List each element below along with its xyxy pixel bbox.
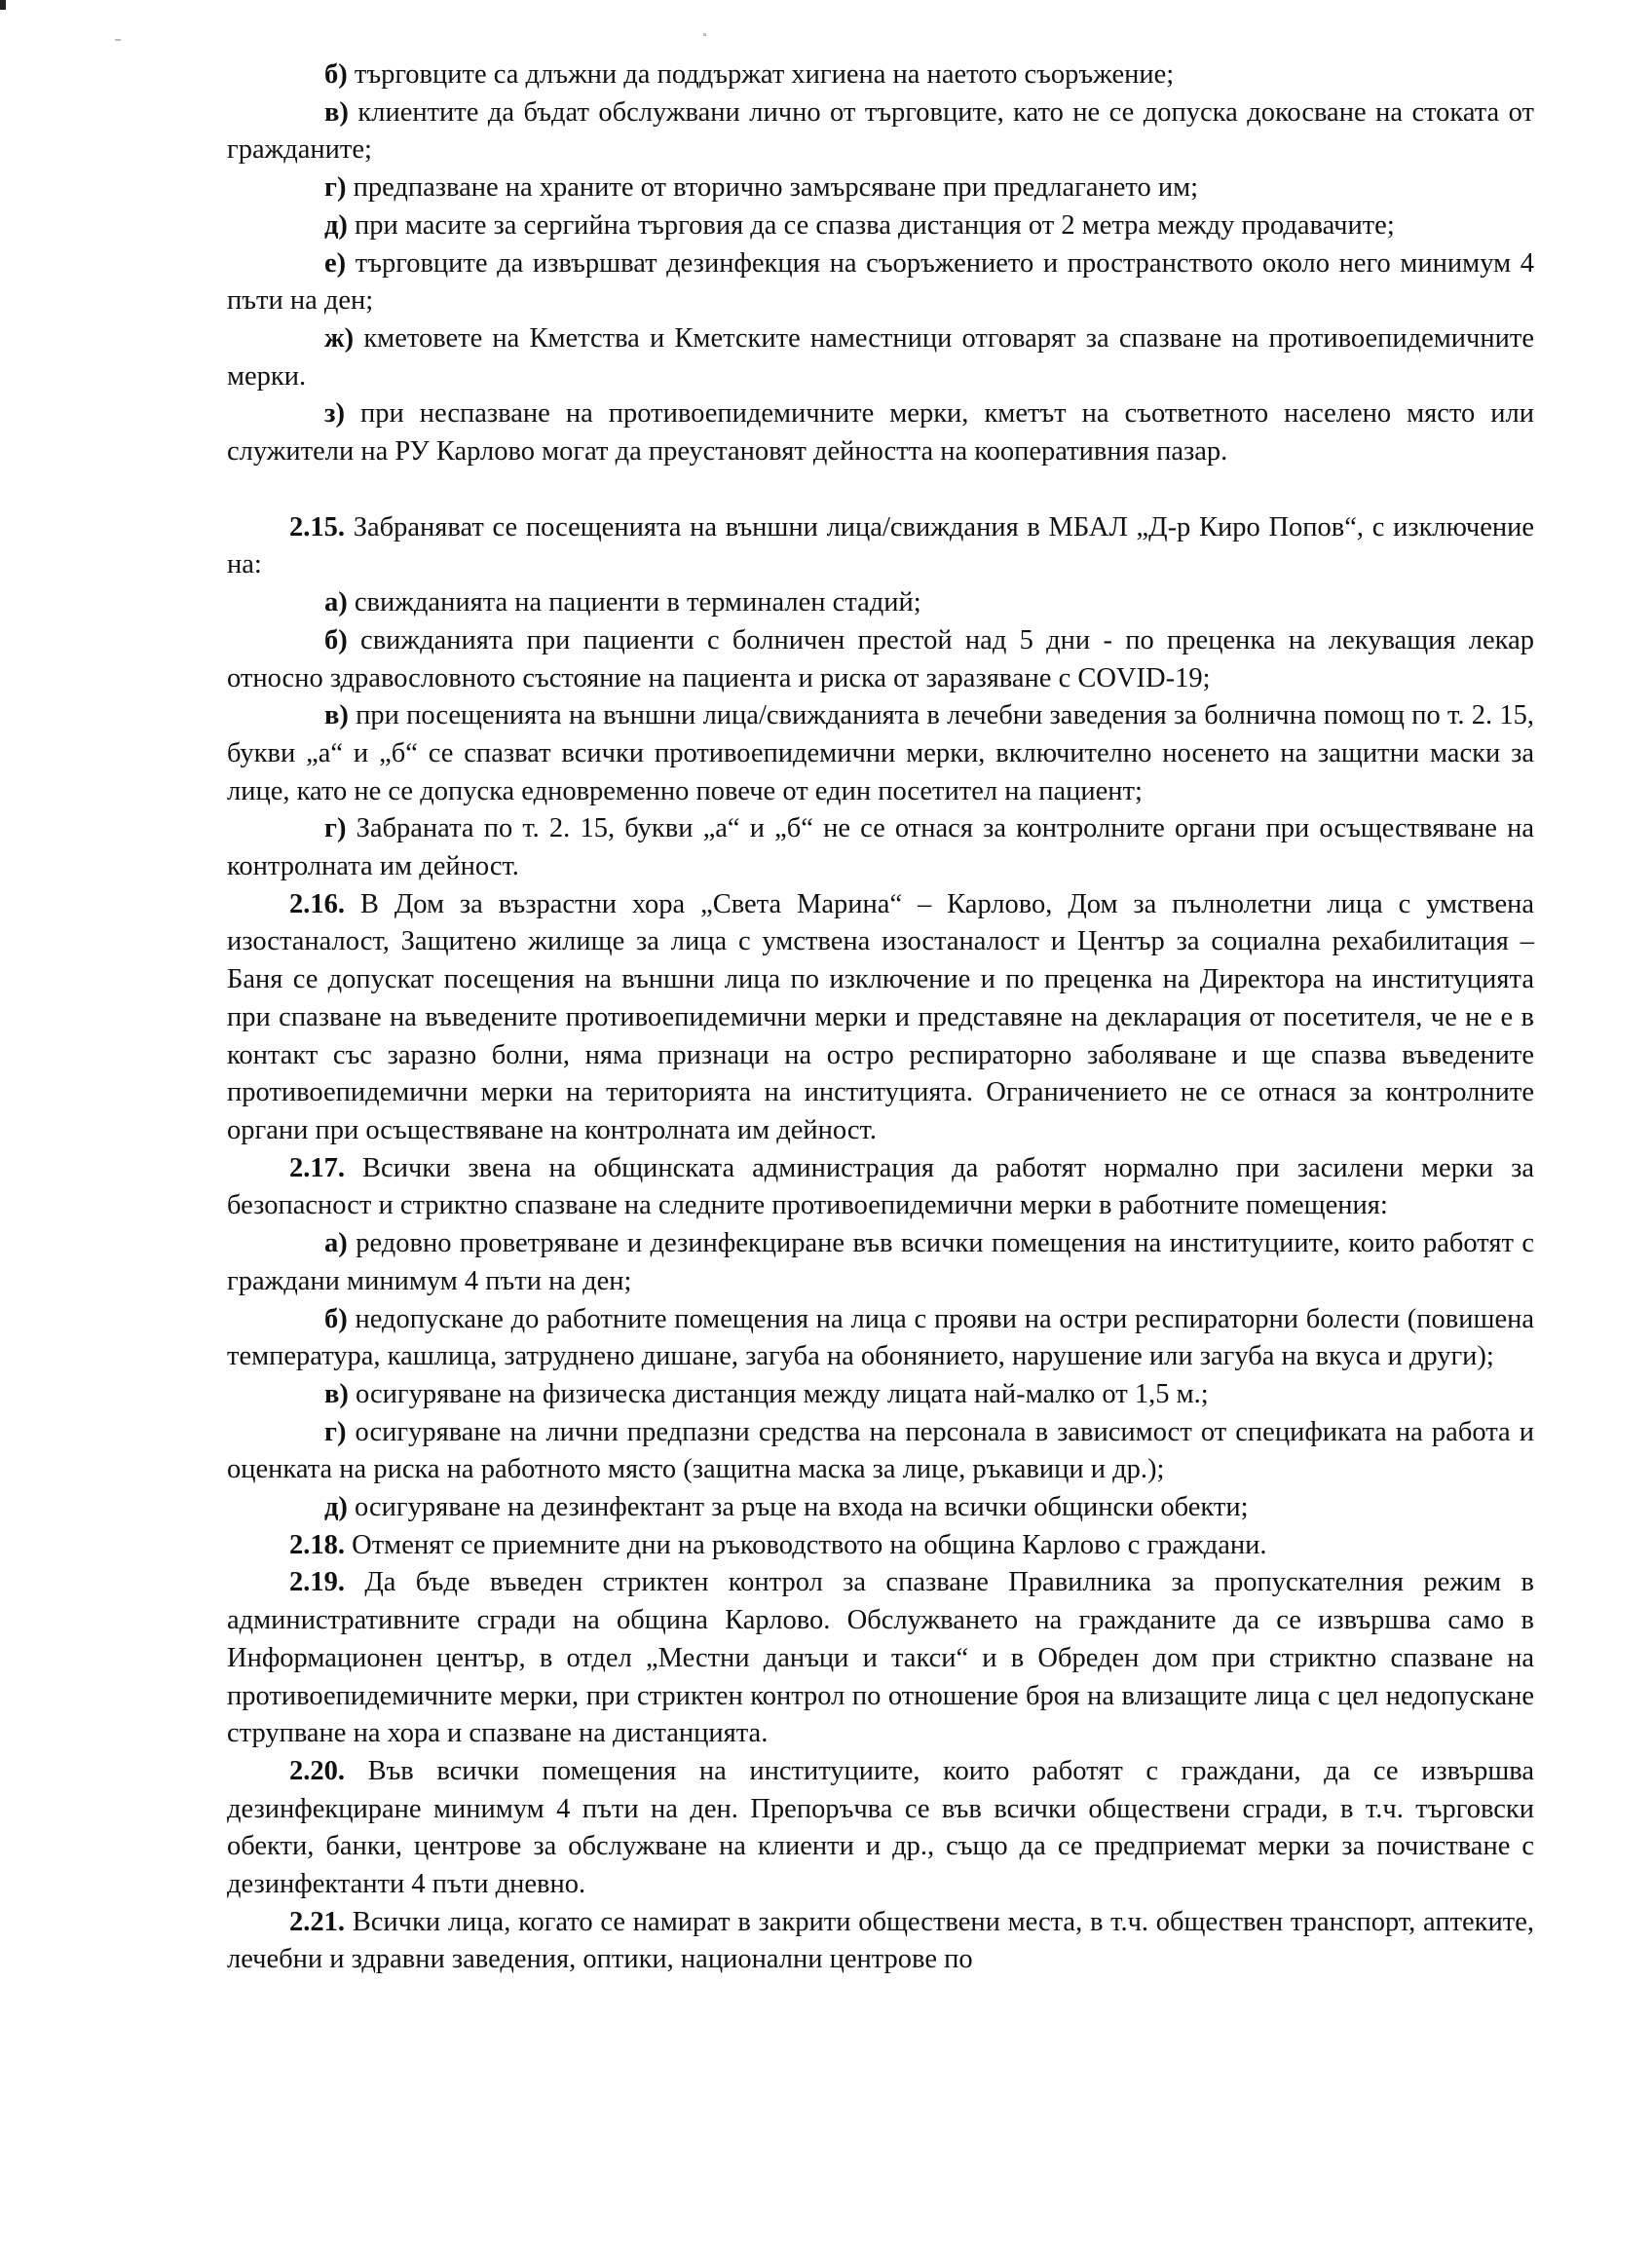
section-number: 2.21. — [289, 1906, 345, 1937]
item-text: недопускане до работните помещения на лица с прояви на остри респираторни болести (повишена температура, кашлица, затруднено дишане, загуба на обонянието, нарушение или загуба на вкуса и други); — [227, 1303, 1535, 1372]
section-2-20 — [227, 1753, 1534, 1904]
section-text: В Дом за възрастни хора „Света Марина“ – Карлово, Дом за пълнолетни лица с умствена изостаналост, Защитено жилище за лица с умствена изостаналост и Център за социална рехабилитация – Баня се допускат посещения на външни лица по изключение и по преценка на Директора на институцията при спазване на въведените противоепидемични мерки и представяне на декларация от посетителя, че не е в контакт със заразно болни, няма признаци на остро респираторно заболяване и ще спазва въведените противоепидемични мерки на територията на институцията. Ограничението не се отнася за контролните органи при осъществяване на контролната им дейност. — [227, 888, 1534, 1145]
item-label: в) — [324, 96, 349, 128]
item-text: осигуряване на дезинфектант за ръце на входа на всички общински обекти; — [355, 1492, 1249, 1523]
item-label: д) — [324, 209, 348, 241]
scan-artifact — [0, 0, 6, 10]
item-label: г) — [324, 1416, 347, 1447]
item-text: Забраната по т. 2. 15, букви „а“ и „б“ не се отнася за контролните органи при осъществяване на контролната им дейност. — [227, 813, 1534, 882]
section-number: 2.15. — [289, 511, 345, 542]
item-label: г) — [324, 172, 347, 204]
item-text: осигуряване на лични предпазни средства на персонала в зависимост от спецификата на работа и оценката на риска на работното място (защитна маска за лице, ръкавици и др.); — [227, 1416, 1534, 1485]
paragraph-g — [227, 810, 1534, 885]
item-text: свижданията при пациенти с болничен престой над 5 дни - по преценка на лекуващия лекар относно здравословното състояние на пациента и риска от заразяване с COVID-19; — [227, 624, 1534, 693]
section-text: Забраняват се посещенията на външни лица/свиждания в МБАЛ „Д-р Киро Попов“, с изключение на: — [227, 511, 1534, 580]
paragraph-a — [227, 584, 1534, 622]
item-label: а) — [324, 587, 348, 618]
section-2-18 — [227, 1527, 1534, 1565]
item-label: б) — [324, 624, 348, 655]
item-label: д) — [324, 1492, 348, 1523]
item-text: търговците да извършват дезинфекция на съоръжението и пространството около него минимум 4 пъти на ден; — [227, 247, 1535, 317]
section-text: Да бъде въведен стриктен контрол за спазване Правилника за пропускателния режим в административните сгради на община Карлово. Обслужването на гражданите да се извършва само в Информационен център, в отдел „Местни данъци и такси“ и в Обреден дом при стриктно спазване на противоепидемичните мерки, при стриктен контрол по отношение броя на влизащите лица с цел недопускане струпване на хора и спазване на дистанцията. — [227, 1567, 1535, 1749]
section-2-21 — [227, 1904, 1534, 1979]
section-2-19 — [227, 1564, 1534, 1753]
section-text: Отменят се приемните дни на ръководството на община Карлово с граждани. — [352, 1529, 1267, 1560]
item-label: в) — [324, 700, 349, 731]
paragraph-g — [227, 169, 1534, 207]
paragraph-v — [227, 1376, 1534, 1414]
item-label: ж) — [324, 322, 355, 354]
paragraph-z — [227, 395, 1534, 470]
section-number: 2.20. — [289, 1755, 345, 1786]
item-text: осигуряване на физическа дистанция между лицата най-малко от 1,5 м.; — [356, 1378, 1209, 1409]
item-text: при масите за сергийна търговия да се спазва дистанция от 2 метра между продавачите; — [355, 209, 1395, 241]
item-text: свижданията на пациенти в терминален стадий; — [354, 587, 921, 618]
paragraph-e — [227, 245, 1534, 320]
section-number: 2.19. — [289, 1567, 345, 1598]
section-2-17 — [227, 1150, 1534, 1225]
item-text: при неспазване на противоепидемичните мерки, кметът на съответното населено място или служители на РУ Карлово могат да преустановят дейността на кооперативния пазар. — [227, 398, 1534, 468]
section-number: 2.18. — [289, 1529, 345, 1560]
item-text: клиентите да бъдат обслужвани лично от търговците, като не се допуска докосване на стоката от гражданите; — [227, 96, 1535, 166]
paragraph-d — [227, 1489, 1534, 1527]
paragraph-b — [227, 56, 1534, 94]
item-text: редовно проветряване и дезинфекциране във всички помещения на институциите, които работят с граждани минимум 4 пъти на ден; — [227, 1228, 1535, 1296]
item-label: з) — [324, 398, 345, 430]
item-label: е) — [324, 247, 347, 279]
item-text: кметовете на Кметства и Кметските наместници отговарят за спазване на противоепидемичните мерки. — [227, 322, 1534, 392]
paragraph-b — [227, 622, 1534, 697]
paragraph-g — [227, 1414, 1534, 1489]
item-label: г) — [324, 813, 347, 844]
paragraph-d — [227, 207, 1534, 245]
section-number: 2.16. — [289, 888, 345, 919]
paragraph-b — [227, 1301, 1534, 1376]
item-text: при посещенията на външни лица/свижданията в лечебни заведения за болнична помощ по т. 2. 15, букви „а“ и „б“ се спазват всички противоепидемични мерки, включително носенето на защитни маски за лице, като не се допуска едновременно повече от един посетител на пациент; — [227, 700, 1534, 806]
scan-artifact — [115, 39, 121, 41]
section-gap — [227, 471, 1534, 509]
section-text: Във всички помещения на институциите, които работят с граждани, да се извършва дезинфекциране минимум 4 пъти на ден. Препоръчва се във всички обществени сгради, в т.ч. търговски обекти, банки, центрове за обслужване на клиенти и др., също да се предприемат мерки за почистване с дезинфектанти 4 пъти дневно. — [227, 1755, 1534, 1900]
item-text: търговците са длъжни да поддържат хигиена на наетото съоръжение; — [354, 59, 1175, 90]
section-text: Всички лица, когато се намират в закрити обществени места, в т.ч. обществен транспорт, аптеките, лечебни и здравни заведения, оптики, национални центрове по — [227, 1906, 1534, 1975]
section-2-15 — [227, 509, 1534, 584]
scan-artifact — [703, 33, 706, 36]
paragraph-a — [227, 1225, 1534, 1300]
item-label: в) — [324, 1378, 349, 1409]
section-2-16 — [227, 886, 1534, 1150]
paragraph-v — [227, 94, 1534, 169]
section-number: 2.17. — [289, 1152, 345, 1183]
paragraph-zh — [227, 320, 1534, 395]
item-label: б) — [324, 59, 348, 90]
paragraph-v — [227, 697, 1534, 810]
item-label: а) — [324, 1228, 348, 1259]
item-label: б) — [324, 1303, 348, 1334]
document-body — [227, 56, 1534, 1979]
item-text: предпазване на храните от вторично замърсяване при предлагането им; — [353, 172, 1199, 204]
section-text: Всички звена на общинската администрация да работят нормално при засилени мерки за безопасност и стриктно спазване на следните противоепидемични мерки в работните помещения: — [227, 1152, 1534, 1221]
